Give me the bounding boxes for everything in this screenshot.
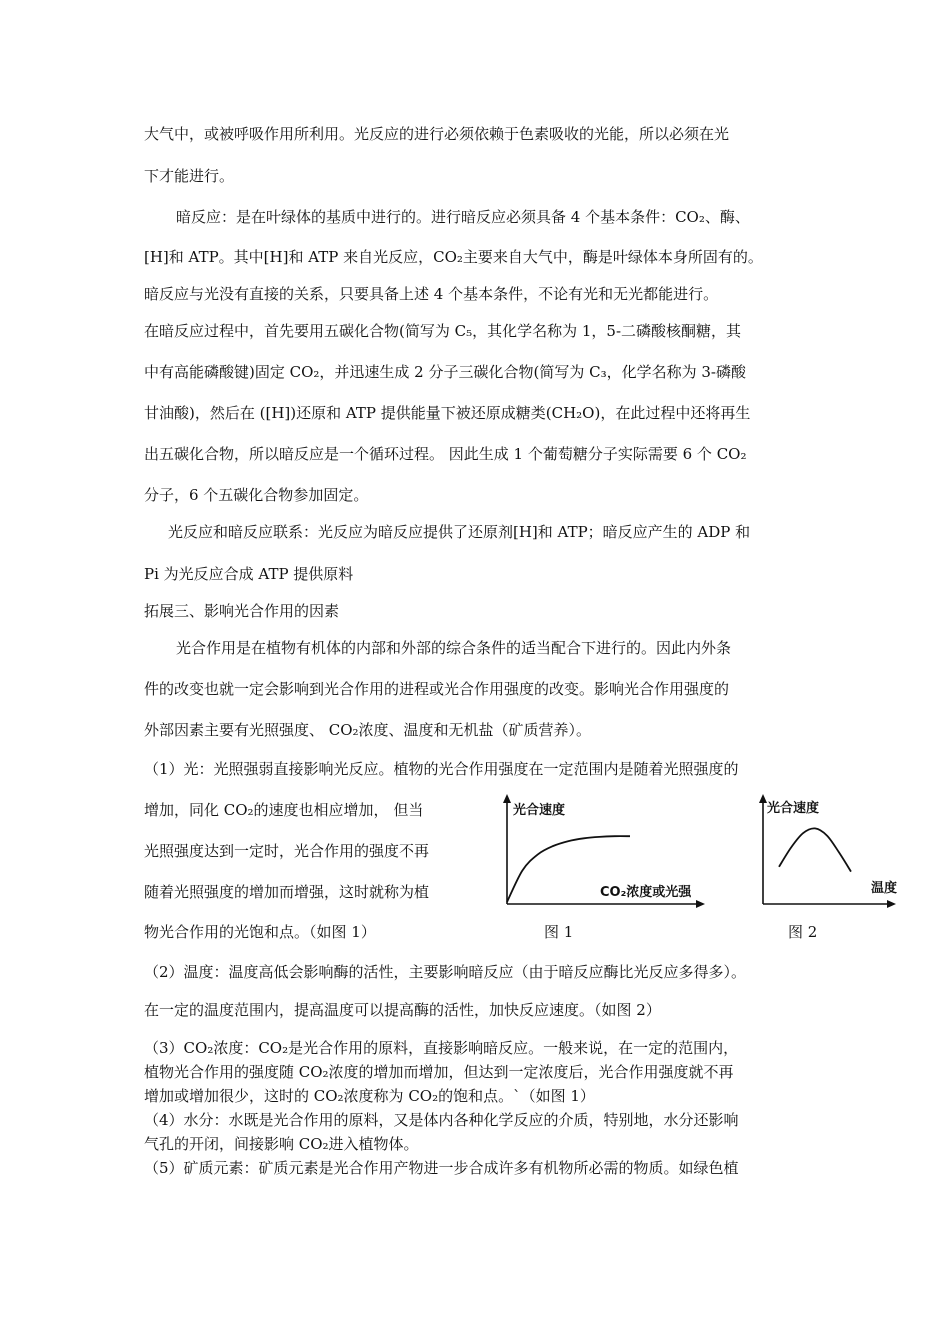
paragraph-line: 中有高能磷酸键)固定 CO₂，并迅速生成 2 分子三碳化合物(简写为 C₃，化学名称为 3-磷酸 xyxy=(144,363,746,381)
fig2-y-label: 光合速度 xyxy=(767,801,820,816)
paragraph-line: 暗反应：是在叶绿体的基质中进行的。进行暗反应必须具备 4 个基本条件：CO₂、酶、 xyxy=(176,208,750,226)
fig1-y-label: 光合速度 xyxy=(513,803,566,818)
paragraph-line: 在一定的温度范围内，提高温度可以提高酶的活性，加快反应速度。（如图 2） xyxy=(144,1001,661,1019)
paragraph-line: （2）温度：温度高低会影响酶的活性，主要影响暗反应（由于暗反应酶比光反应多得多）。 xyxy=(144,963,747,981)
fig2-x-label: 温度 xyxy=(871,881,898,896)
figure-2-caption: 图 2 xyxy=(788,923,818,941)
paragraph-line: （4）水分：水既是光合作用的原料，又是体内各种化学反应的介质，特别地，水分还影响 xyxy=(144,1111,739,1129)
paragraph-line: 随着光照强度的增加而增强，这时就称为植 xyxy=(144,883,430,901)
figure-2-graph xyxy=(755,792,900,910)
paragraph-line: 光照强度达到一定时，光合作用的强度不再 xyxy=(144,842,430,860)
fig2-x-arrow xyxy=(887,900,896,908)
paragraph-line: 增加或增加很少，这时的 CO₂浓度称为 CO₂的饱和点。`（如图 1） xyxy=(144,1087,595,1105)
paragraph-line: 外部因素主要有光照强度、 CO₂浓度、温度和无机盐（矿质营养）。 xyxy=(144,721,592,739)
paragraph-line: 大气中，或被呼吸作用所利用。光反应的进行必须依赖于色素吸收的光能，所以必须在光 xyxy=(144,125,730,143)
section-heading: 拓展三、影响光合作用的因素 xyxy=(144,602,340,620)
paragraph-line: 植物光合作用的强度随 CO₂浓度的增加而增加，但达到一定浓度后，光合作用强度就不再 xyxy=(144,1063,734,1081)
figure-1-caption: 图 1 xyxy=(544,923,574,941)
paragraph-line: 件的改变也就一定会影响到光合作用的进程或光合作用强度的改变。影响光合作用强度的 xyxy=(144,680,730,698)
paragraph-line: 甘油酸)，然后在 ([H])还原和 ATP 提供能量下被还原成糖类(CH₂O)，在此过程中还将再生 xyxy=(144,404,751,422)
fig2-curve xyxy=(779,828,851,871)
paragraph-line: （1）光：光照强弱直接影响光反应。植物的光合作用强度在一定范围内是随着光照强度的 xyxy=(144,760,739,778)
fig1-x-label: CO₂浓度或光强 xyxy=(600,885,692,900)
paragraph-line: 增加，同化 CO₂的速度也相应增加， 但当 xyxy=(144,801,424,819)
fig2-y-arrow xyxy=(759,794,767,803)
paragraph-line: 物光合作用的光饱和点。（如图 1） xyxy=(144,923,376,941)
paragraph-line: [H]和 ATP。其中[H]和 ATP 来自光反应，CO₂主要来自大气中，酶是叶绿体本身所固有的。 xyxy=(144,248,763,266)
paragraph-line: 气孔的开闭，间接影响 CO₂进入植物体。 xyxy=(144,1135,419,1153)
fig1-x-arrow xyxy=(696,900,705,908)
paragraph-line: 下才能进行。 xyxy=(144,167,235,185)
paragraph-line: （3）CO₂浓度：CO₂是光合作用的原料，直接影响暗反应。一般来说，在一定的范围内， xyxy=(144,1039,739,1057)
paragraph-line: 在暗反应过程中，首先要用五碳化合物(简写为 C₅，其化学名称为 1，5-二磷酸核酮糖，其 xyxy=(144,322,742,340)
paragraph-line: 光反应和暗反应联系：光反应为暗反应提供了还原剂[H]和 ATP；暗反应产生的 ADP 和 xyxy=(168,523,751,541)
paragraph-line: 分子，6 个五碳化合物参加固定。 xyxy=(144,486,369,504)
paragraph-line: 暗反应与光没有直接的关系，只要具备上述 4 个基本条件，不论有光和无光都能进行。 xyxy=(144,285,719,303)
paragraph-line: （5）矿质元素：矿质元素是光合作用产物进一步合成许多有机物所必需的物质。如绿色植 xyxy=(144,1159,739,1177)
fig1-y-arrow xyxy=(503,794,511,803)
paragraph-line: 出五碳化合物，所以暗反应是一个循环过程。 因此生成 1 个葡萄糖分子实际需要 6 个 CO₂ xyxy=(144,445,747,463)
figure-1-graph xyxy=(495,792,710,910)
paragraph-line: Pi 为光反应合成 ATP 提供原料 xyxy=(144,565,354,583)
paragraph-line: 光合作用是在植物有机体的内部和外部的综合条件的适当配合下进行的。因此内外条 xyxy=(176,639,732,657)
